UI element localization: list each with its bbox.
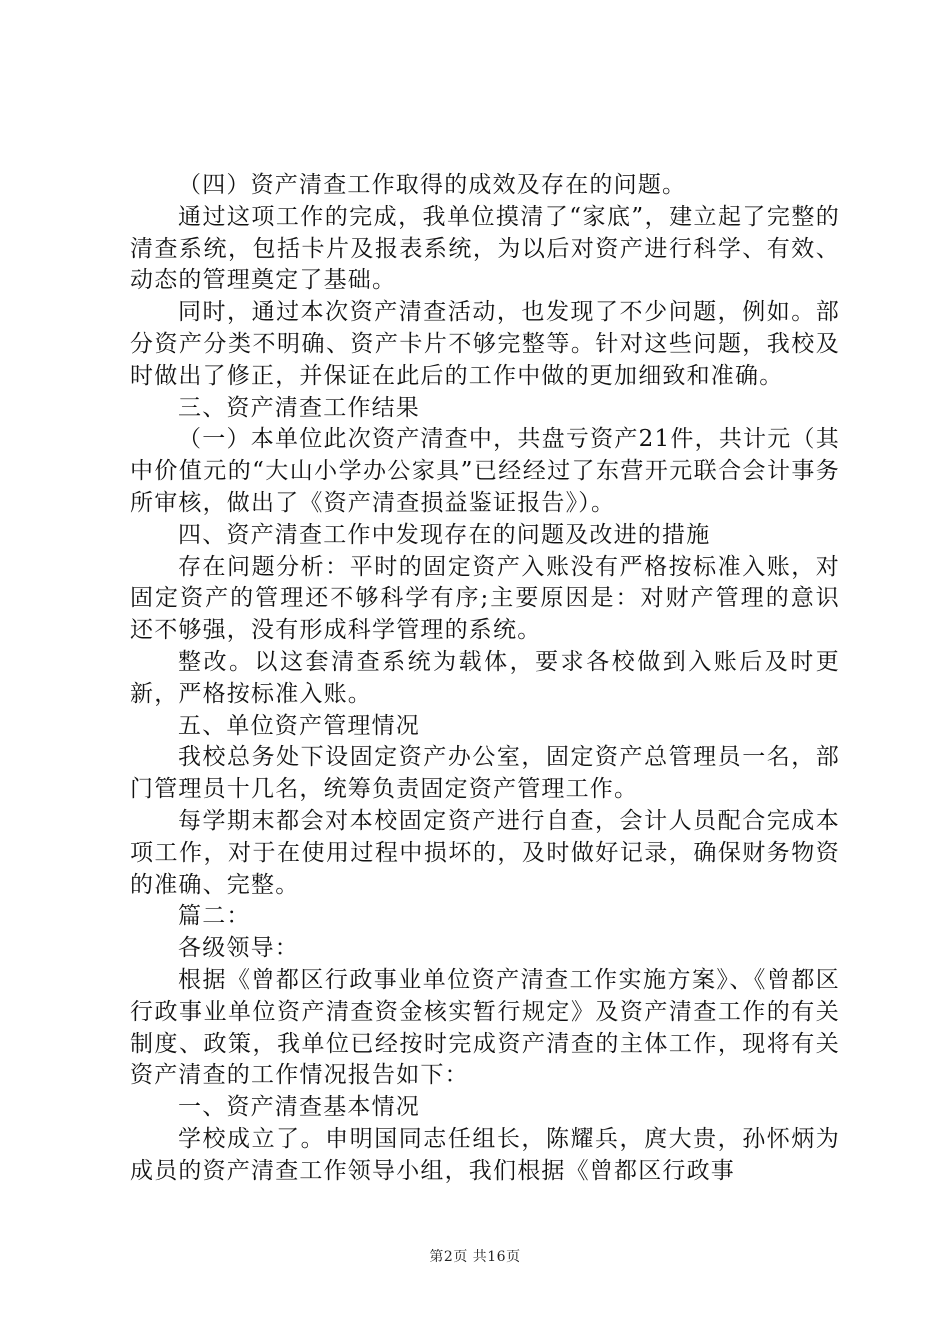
section-heading-four: 四、资产清查工作中发现存在的问题及改进的措施 <box>178 521 711 548</box>
paragraph-inventory-loss: （一）本单位此次资产清查中，共盘亏资产21件，共计元（其中价值元的“大山小学办公家具”已经经过了东营开元联合会计事务所审核，做出了《资产清查损益鉴证报告》）。 <box>130 426 840 516</box>
paragraph-result-achievement: 通过这项工作的完成，我单位摸清了“家底”，建立起了完整的清查系统，包括卡片及报表系统，为以后对资产进行科学、有效、动态的管理奠定了基础。 <box>130 203 840 294</box>
paragraph-report-intro: 根据《曾都区行政事业单位资产清查工作实施方案》、《曾都区行政事业单位资产清查资金核实暂行规定》及资产清查工作的有关制度、政策，我单位已经按时完成资产清查的主体工作，现将有关资产清查的工作情况报告如下： <box>130 966 840 1089</box>
paragraph-management-office: 我校总务处下设固定资产办公室，固定资产总管理员一名，部门管理员十几名，统筹负责固定资产管理工作。 <box>130 744 840 803</box>
paragraph-rectification: 整改。以这套清查系统为载体，要求各校做到入账后及时更新，严格按标准入账。 <box>130 648 840 707</box>
section-heading-five: 五、单位资产管理情况 <box>178 712 420 739</box>
paragraph-leadership-group: 学校成立了。申明国同志任组长，陈耀兵，庹大贵，孙怀炳为成员的资产清查工作领导小组，我们根据《曾都区行政事 <box>130 1125 840 1184</box>
paragraph-result-problems: 同时，通过本次资产清查活动，也发现了不少问题，例如。部分资产分类不明确、资产卡片不够完整等。针对这些问题，我校及时做出了修正，并保证在此后的工作中做的更加细致和准确。 <box>130 299 840 389</box>
salutation: 各级领导： <box>178 935 299 962</box>
article-two-heading: 篇二： <box>178 903 251 930</box>
paragraph-result-heading: （四）资产清查工作取得的成效及存在的问题。 <box>178 172 687 198</box>
paragraph-problem-analysis: 存在问题分析：平时的固定资产入账没有严格按标准入账，对固定资产的管理还不够科学有序;主要原因是：对财产管理的意识还不够强，没有形成科学管理的系统。 <box>130 553 840 644</box>
section-heading-one: 一、资产清查基本情况 <box>178 1094 420 1121</box>
section-heading-three: 三、资产清查工作结果 <box>178 394 420 421</box>
paragraph-self-check: 每学期末都会对本校固定资产进行自查，会计人员配合完成本项工作，对于在使用过程中损坏的，及时做好记录，确保财务物资的准确、完整。 <box>130 807 840 898</box>
page-footer: 第2页 共16页 <box>429 1249 521 1265</box>
document-body <box>130 170 840 1188</box>
